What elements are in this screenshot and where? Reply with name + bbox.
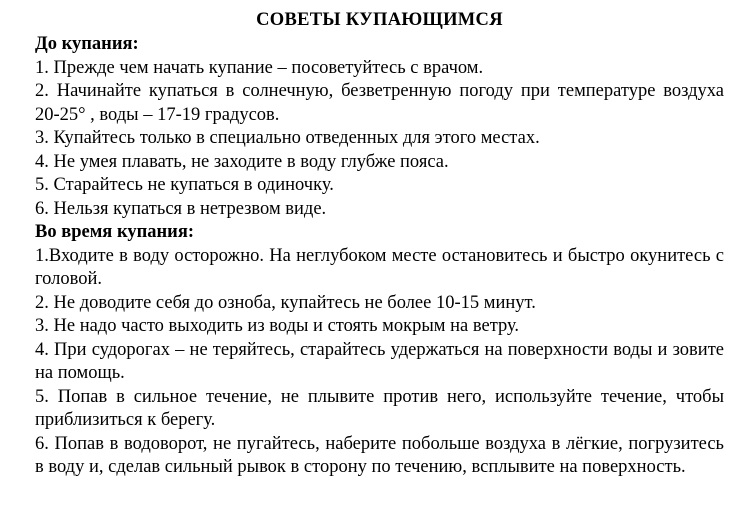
- list-item: 3. Купайтесь только в специально отведенных для этого местах.: [35, 128, 540, 148]
- list-item: 2. Не доводите себя до озноба, купайтесь не более 10-15 минут.: [35, 292, 536, 313]
- list-item: 4. Не умея плавать, не заходите в воду глубже пояса.: [35, 151, 449, 172]
- section-before-swimming: [35, 33, 724, 221]
- section-heading: До купания:: [35, 34, 139, 54]
- list-item: 5. Попав в сильное течение, не плывите против него, используйте течение, чтобы приблизиться к берегу.: [35, 386, 724, 430]
- list-item: 2. Начинайте купаться в солнечную, безветренную погоду при температуре воздуха 20-25° , воды – 17-19 градусов.: [35, 81, 724, 125]
- section-during-swimming: [35, 221, 724, 480]
- list-item: 5. Старайтесь не купаться в одиночку.: [35, 175, 334, 195]
- list-item: 1.Входите в воду осторожно. На неглубоком месте остановитесь и быстро окунитесь с головой.: [35, 245, 724, 289]
- list-item: 6. Попав в водоворот, не пугайтесь, наберите побольше воздуха в лёгкие, погрузитесь в воду и, сделав сильный рывок в сторону по течению, всплывите на поверхность.: [35, 433, 724, 477]
- list-item: 4. При судорогах – не теряйтесь, старайтесь удержаться на поверхности воды и зовите на помощь.: [35, 339, 724, 383]
- document-title: СОВЕТЫ КУПАЮЩИМСЯ: [256, 10, 503, 30]
- list-item: 1. Прежде чем начать купание – посоветуйтесь с врачом.: [35, 57, 484, 78]
- list-item: 3. Не надо часто выходить из воды и стоять мокрым на ветру.: [35, 316, 520, 336]
- list-item: 6. Нельзя купаться в нетрезвом виде.: [35, 198, 327, 219]
- section-heading: Во время купания:: [35, 222, 194, 242]
